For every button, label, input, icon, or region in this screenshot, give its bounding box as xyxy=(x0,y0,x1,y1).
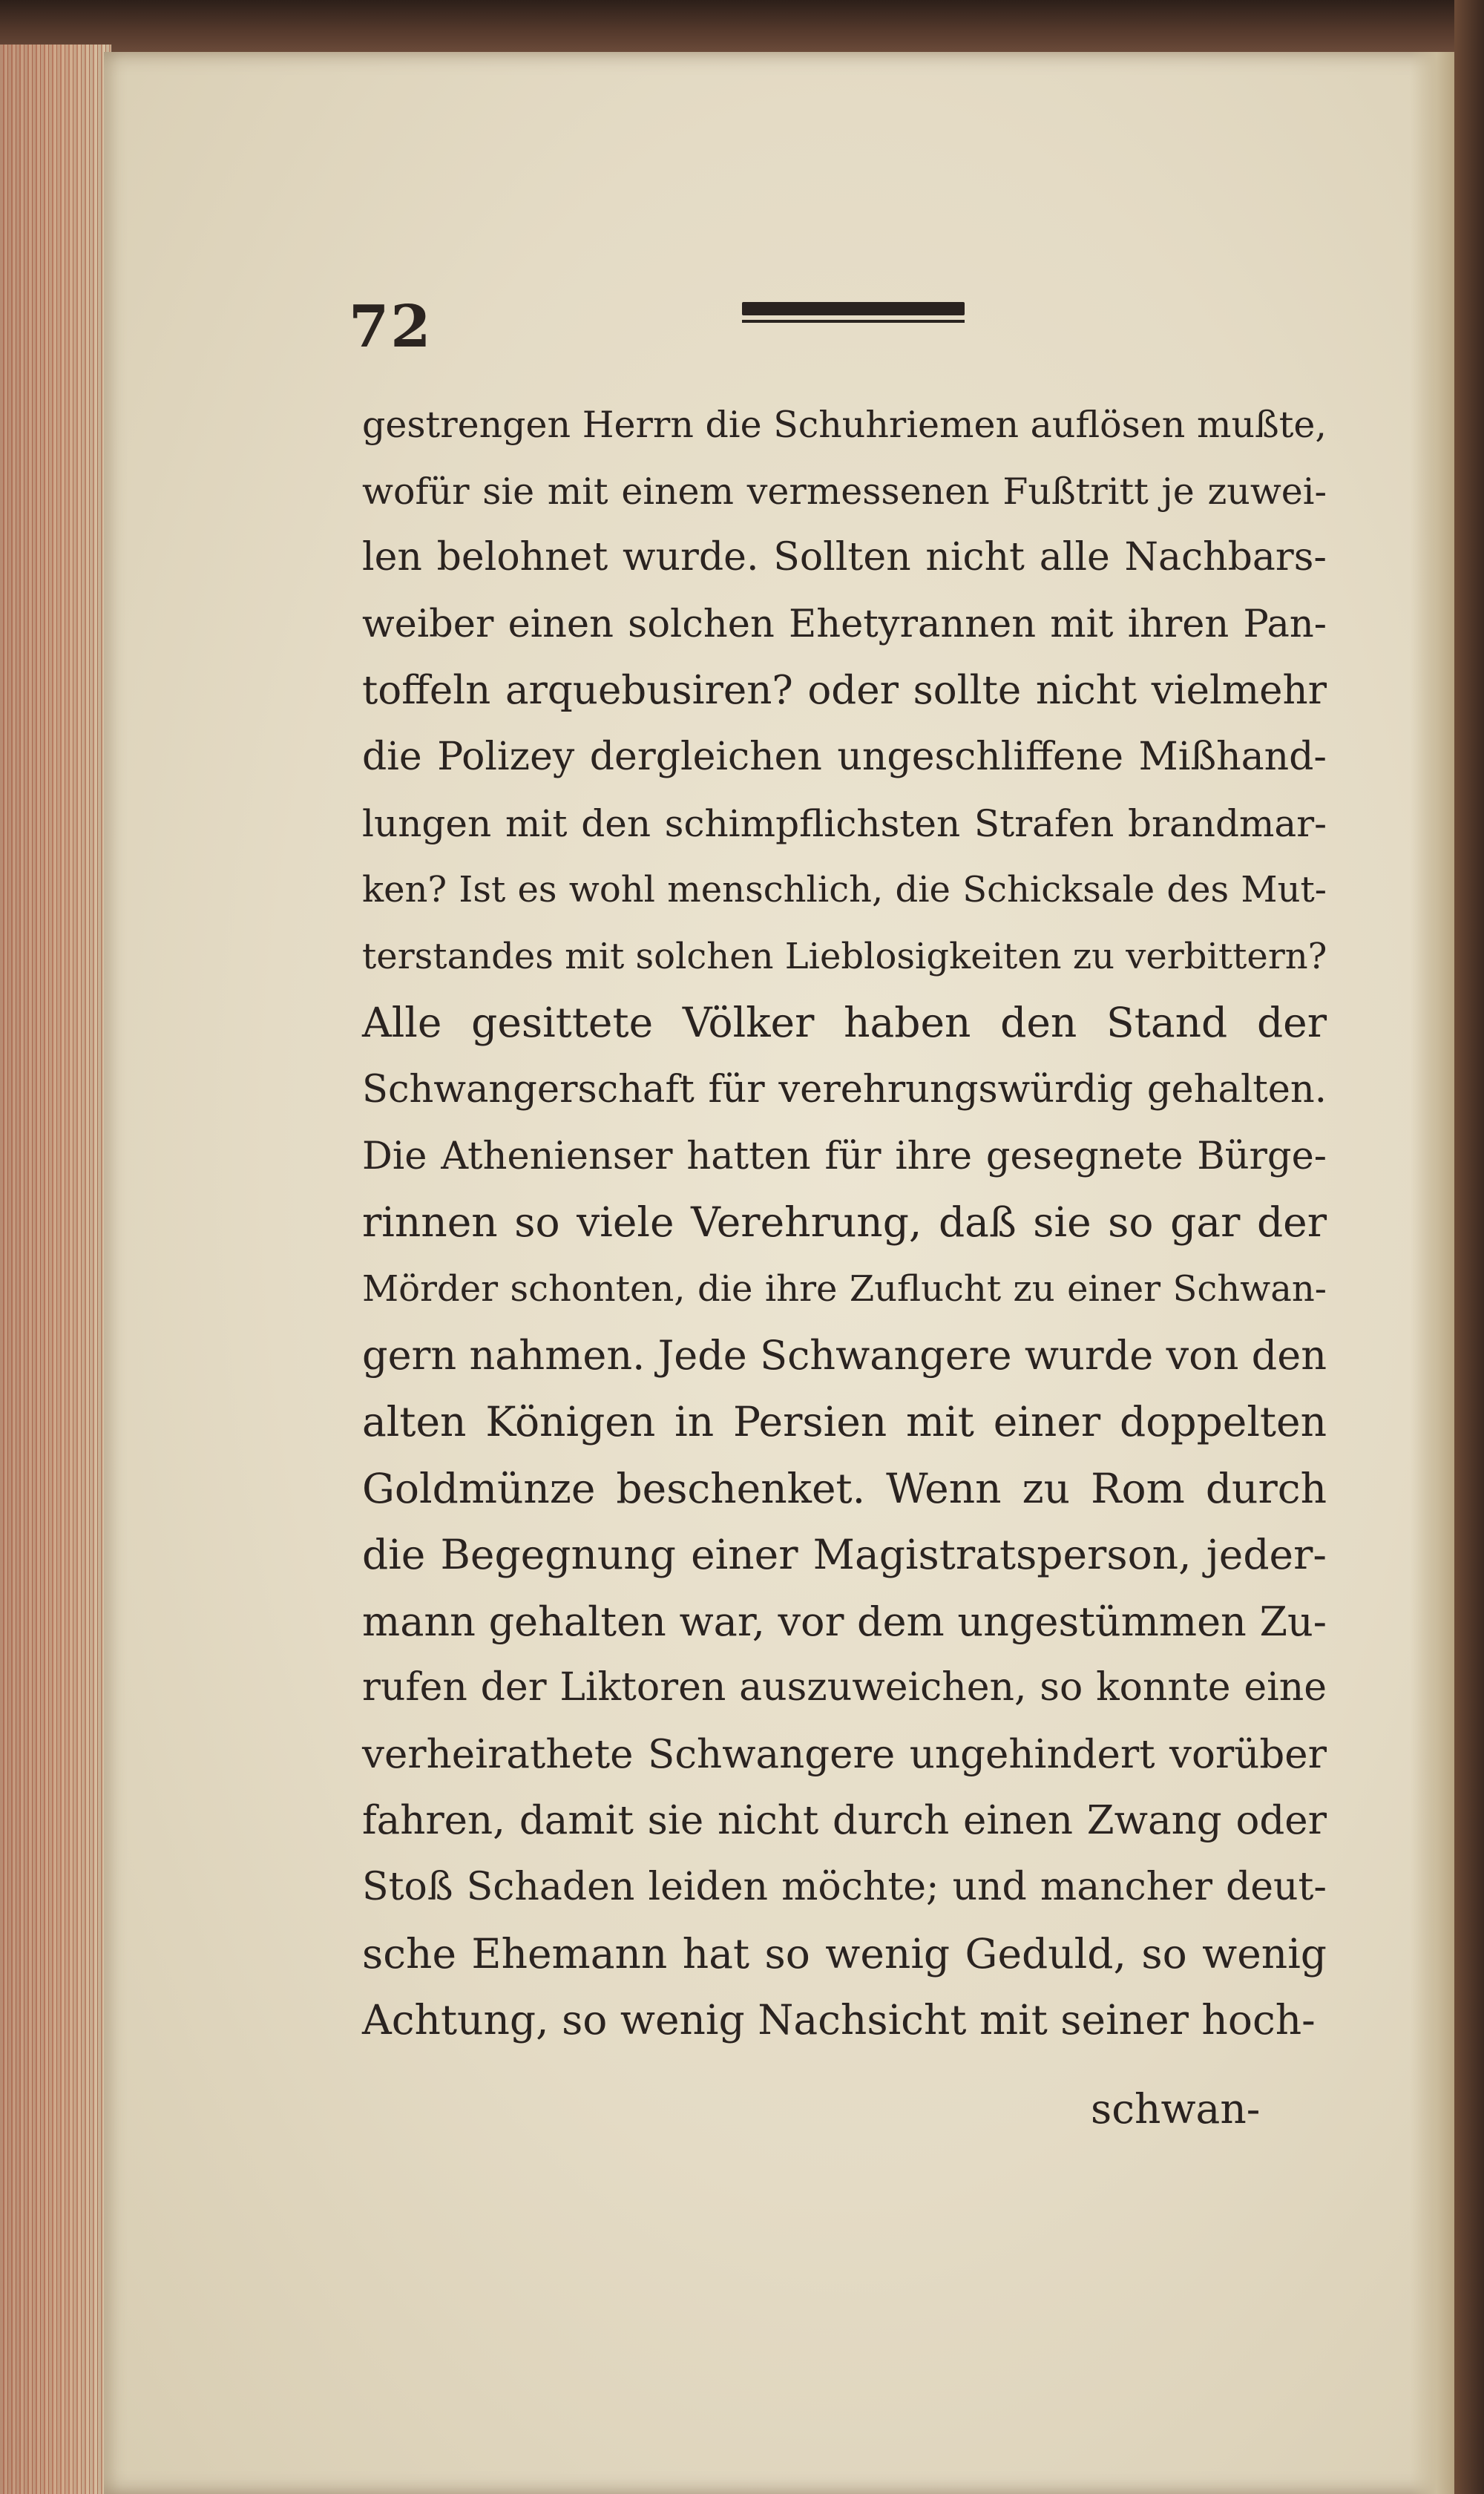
text-line: rufen der Liktoren auszuweichen, so konnte eine xyxy=(362,1665,1327,1710)
text-line: verheirathete Schwangere ungehindert vorüber xyxy=(362,1731,1327,1777)
next-page-edge xyxy=(1410,52,1454,2494)
text-line: terstandes mit solchen Lieblosigkeiten zu verbittern? xyxy=(362,935,1327,977)
page-stack-edges xyxy=(0,45,111,2494)
text-line: weiber einen solchen Ehetyrannen mit ihren Pan- xyxy=(362,602,1327,646)
text-line: gern nahmen. Jede Schwangere wurde von den xyxy=(362,1332,1327,1379)
text-line: Stoß Schaden leiden möchte; und mancher deut- xyxy=(362,1865,1327,1910)
body-text xyxy=(362,392,1327,2054)
text-line: rinnen so viele Verehrung, daß sie so gar der xyxy=(362,1198,1327,1247)
header-rule-thin xyxy=(742,320,965,323)
text-line: toffeln arquebusiren? oder sollte nicht vielmehr xyxy=(362,668,1327,714)
text-line: Alle gesittete Völker haben den Stand der xyxy=(362,999,1327,1047)
text-line: len belohnet wurde. Sollten nicht alle Nachbars- xyxy=(362,535,1327,580)
binding-top xyxy=(0,0,1484,52)
header-ornament-rule xyxy=(742,302,965,324)
page-number: 72 xyxy=(349,293,433,361)
text-line: Die Athenienser hatten für ihre gesegnete Bürge- xyxy=(362,1134,1327,1178)
text-line: lungen mit den schimpflichsten Strafen brandmar- xyxy=(362,801,1327,845)
text-line: ken? Ist es wohl menschlich, die Schicksale des Mut- xyxy=(362,869,1327,911)
text-line: Goldmünze beschenket. Wenn zu Rom durch xyxy=(362,1464,1327,1512)
text-line: wofür sie mit einem vermessenen Fußtritt je zuwei- xyxy=(362,470,1327,513)
header-rule-thick xyxy=(742,302,965,315)
text-line: Schwangerschaft für verehrungswürdig gehalten. xyxy=(362,1067,1327,1112)
text-line: gestrengen Herrn die Schuhriemen auflösen mußte, xyxy=(362,404,1327,446)
text-line: mann gehalten war, vor dem ungestümmen Zu- xyxy=(362,1598,1327,1645)
text-line: die Begegnung einer Magistratsperson, jeder- xyxy=(362,1531,1327,1579)
text-line: fahren, damit sie nicht durch einen Zwang oder xyxy=(362,1798,1327,1844)
text-line: Mörder schonten, die ihre Zuflucht zu einer Schwan- xyxy=(362,1267,1327,1310)
text-line: sche Ehemann hat so wenig Geduld, so wenig xyxy=(362,1929,1327,1978)
page-header xyxy=(349,293,1091,361)
text-line: alten Königen in Persien mit einer doppelten xyxy=(362,1397,1327,1445)
catchword: schwan- xyxy=(1091,2085,1261,2133)
text-line: Achtung, so wenig Nachsicht mit seiner hoch- xyxy=(362,1996,1316,2044)
cover-edge-right xyxy=(1454,0,1484,2494)
text-line: die Polizey dergleichen ungeschliffene Mißhand- xyxy=(362,734,1327,779)
